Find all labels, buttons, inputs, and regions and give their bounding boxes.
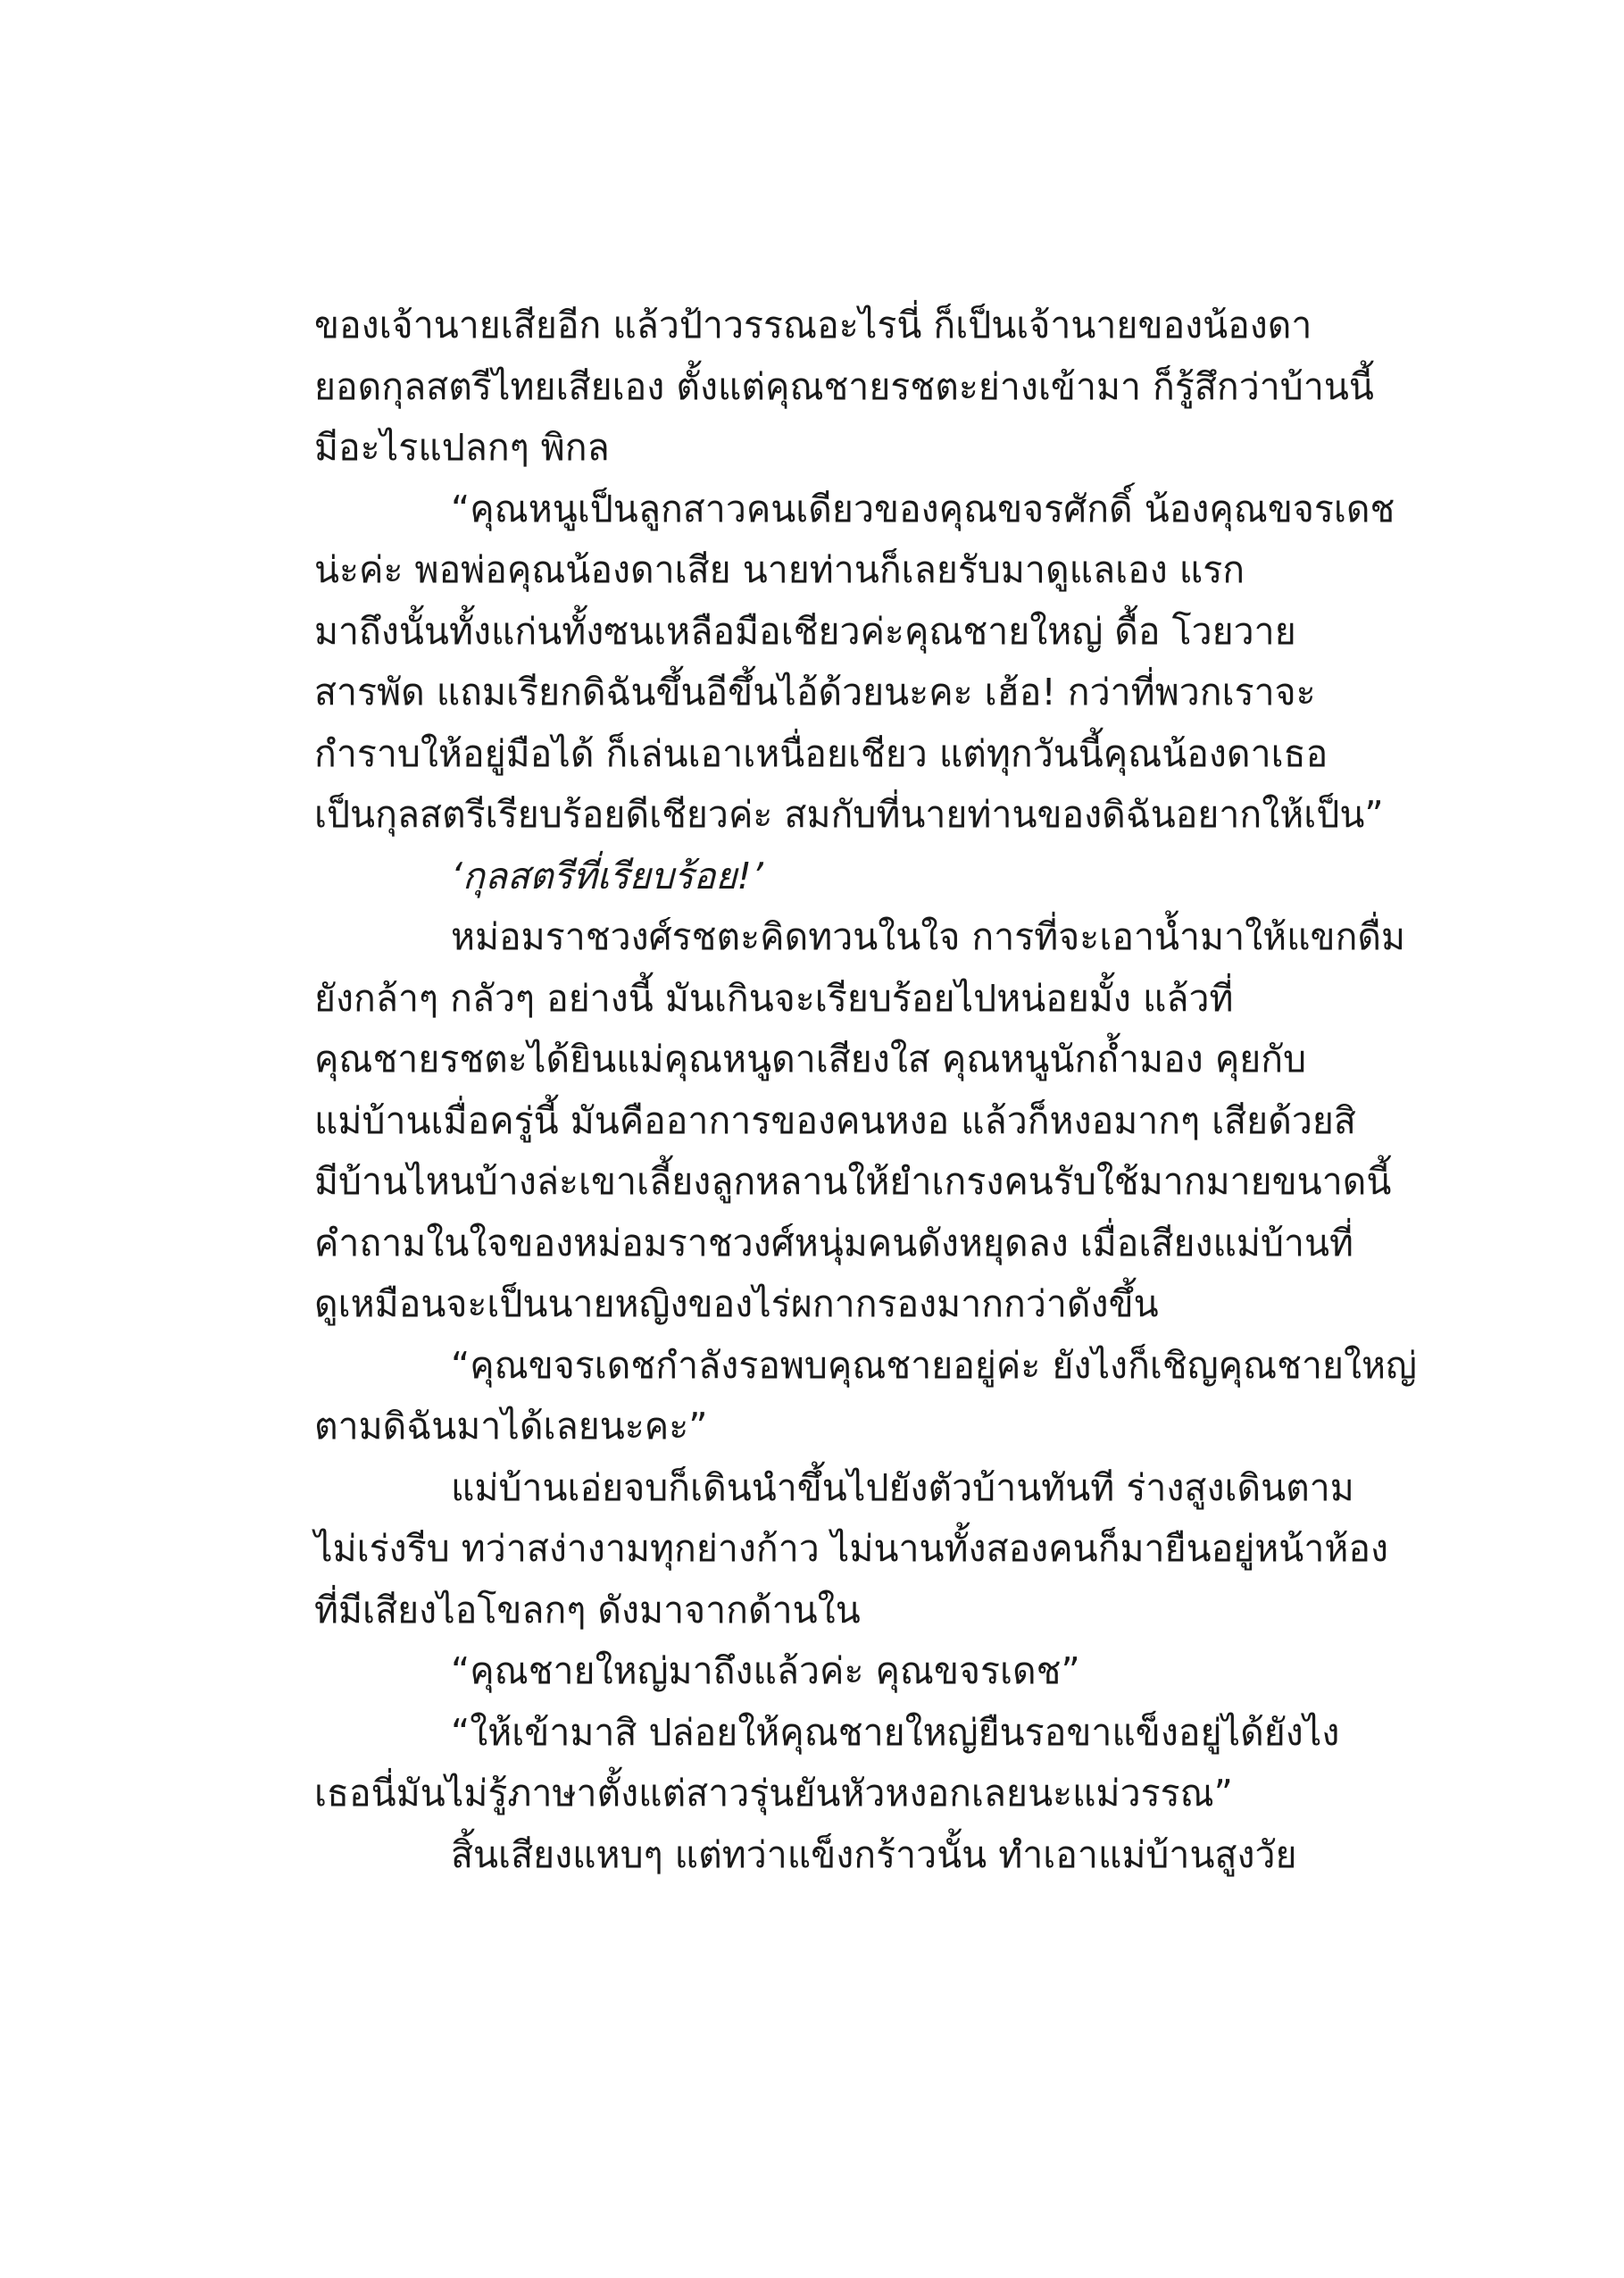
- text-line: ยังกล้าๆ กลัวๆ อย่างนี้ มันเกินจะเรียบร้อยไปหน่อยมั้ง แล้วที่: [314, 976, 1234, 1020]
- text-line: เธอนี่มันไม่รู้ภาษาตั้งแต่สาวรุ่นยันหัวหงอกเลยนะแม่วรรณ”: [314, 1772, 1233, 1815]
- text-line: คำถามในใจของหม่อมราชวงศ์หนุ่มคนดังหยุดลง เมื่อเสียงแม่บ้านที่: [314, 1221, 1354, 1264]
- text-line: “ให้เข้ามาสิ ปล่อยให้คุณชายใหญ่ยืนรอขาแข็งอยู่ได้ยังไง: [451, 1710, 1340, 1754]
- text-line: หม่อมราชวงศ์รชตะคิดทวนในใจ การที่จะเอาน้ำมาให้แขกดื่ม: [451, 915, 1406, 958]
- text-line: ไม่เร่งรีบ ทว่าสง่างามทุกย่างก้าว ไม่นานทั้งสองคนก็มายืนอยู่หน้าห้อง: [314, 1527, 1389, 1570]
- text-line: “คุณหนูเป็นลูกสาวคนเดียวของคุณขจรศักดิ์ น้องคุณขจรเดช: [451, 487, 1395, 530]
- text-line: แม่บ้านเอ่ยจบก็เดินนำขึ้นไปยังตัวบ้านทันที ร่างสูงเดินตาม: [451, 1465, 1354, 1509]
- text-line: มีบ้านไหนบ้างล่ะเขาเลี้ยงลูกหลานให้ยำเกรงคนรับใช้มากมายขนาดนี้: [314, 1160, 1392, 1203]
- text-line: ‘กุลสตรีที่เรียบร้อย!’: [451, 854, 763, 897]
- text-line: น่ะค่ะ พอพ่อคุณน้องดาเสีย นายท่านก็เลยรับมาดูแลเอง แรก: [314, 548, 1245, 591]
- text-line: สารพัด แถมเรียกดิฉันขึ้นอีขึ้นไอ้ด้วยนะคะ เฮ้อ! กว่าที่พวกเราจะ: [314, 671, 1316, 713]
- text-line: สิ้นเสียงแหบๆ แต่ทว่าแข็งกร้าวนั้น ทำเอาแม่บ้านสูงวัย: [451, 1832, 1297, 1876]
- text-line: แม่บ้านเมื่อครู่นี้ มันคืออาการของคนหงอ แล้วก็หงอมากๆ เสียด้วยสิ: [314, 1098, 1356, 1142]
- text-line: มีอะไรแปลกๆ พิกล: [314, 426, 610, 469]
- text-line: คุณชายรชตะได้ยินแม่คุณหนูดาเสียงใส คุณหนูนักถ้ำมอง คุยกับ: [314, 1038, 1307, 1081]
- text-line: ของเจ้านายเสียอีก แล้วป้าวรรณอะไรนี่ ก็เป็นเจ้านายของน้องดา: [314, 304, 1312, 346]
- text-line: เป็นกุลสตรีเรียบร้อยดีเชียวค่ะ สมกับที่นายท่านของดิฉันอยากให้เป็น”: [314, 793, 1384, 836]
- text-line: มาถึงนั้นทั้งแก่นทั้งซนเหลือมือเชียวค่ะคุณชายใหญ่ ดื้อ โวยวาย: [314, 609, 1296, 653]
- text-line: กำราบให้อยู่มือได้ ก็เล่นเอาเหนื่อยเชียว แต่ทุกวันนี้คุณน้องดาเธอ: [314, 731, 1328, 775]
- text-line: ที่มีเสียงไอโขลกๆ ดังมาจากด้านใน: [314, 1588, 861, 1631]
- text-line: ยอดกุลสตรีไทยเสียเอง ตั้งแต่คุณชายรชตะย่างเข้ามา ก็รู้สึกว่าบ้านนี้: [314, 364, 1374, 408]
- text-line: “คุณขจรเดชกำลังรอพบคุณชายอยู่ค่ะ ยังไงก็เชิญคุณชายใหญ่: [451, 1343, 1417, 1387]
- text-line: ตามดิฉันมาได้เลยนะคะ”: [314, 1405, 708, 1448]
- body-text: [314, 295, 1417, 1885]
- text-line: ดูเหมือนจะเป็นนายหญิงของไร่ผกากรองมากกว่าดังขึ้น: [314, 1282, 1159, 1325]
- text-line: “คุณชายใหญ่มาถึงแล้วค่ะ คุณขจรเดช”: [451, 1649, 1080, 1692]
